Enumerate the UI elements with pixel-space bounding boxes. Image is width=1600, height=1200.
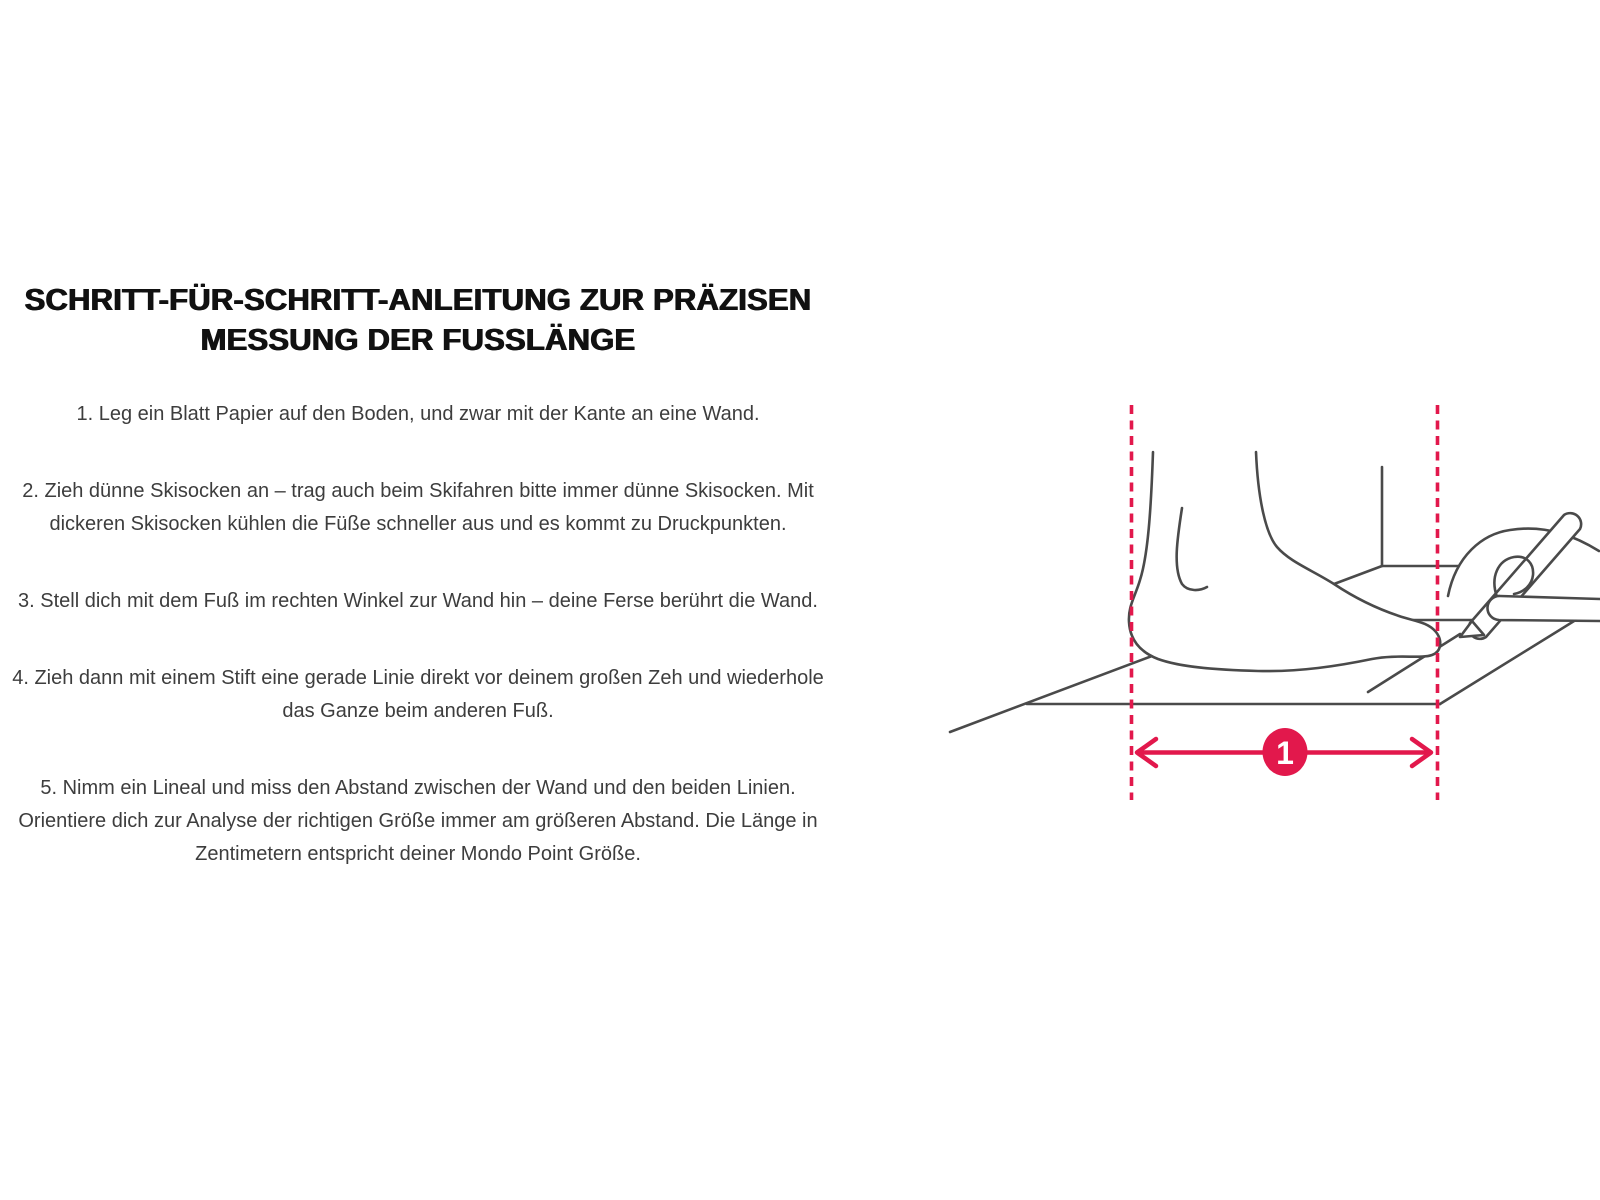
step-4: 4. Zieh dann mit einem Stift eine gerade Linie direkt vor deinem großen Zeh und wiederhole das Ganze beim anderen Fuß. xyxy=(12,667,824,722)
instructions-column xyxy=(0,280,836,915)
measurement-arrow-icon xyxy=(1137,728,1431,776)
step-3: 3. Stell dich mit dem Fuß im rechten Winkel zur Wand hin – deine Ferse berührt die Wand. xyxy=(18,590,818,612)
page-title-line-2: MESSUNG DER FUSSLÄNGE xyxy=(200,322,636,357)
thumb-line xyxy=(1487,596,1600,621)
step-2: 2. Zieh dünne Skisocken an – trag auch beim Skifahren bitte immer dünne Skisocken. Mit dickeren Skisocken kühlen die Füße schneller aus und es kommt zu Druckpunkten. xyxy=(22,480,814,535)
step-1: 1. Leg ein Blatt Papier auf den Boden, und zwar mit der Kante an eine Wand. xyxy=(76,403,760,425)
page-title-line-1: SCHRITT-FÜR-SCHRITT-ANLEITUNG ZUR PRÄZISEN xyxy=(24,282,812,317)
page-title xyxy=(0,280,836,360)
step-5: 5. Nimm ein Lineal und miss den Abstand zwischen der Wand und den beiden Linien. Orientiere dich zur Analyse der richtigen Größe immer am größeren Abstand. Die Länge in Zentimetern entspricht deiner Mondo Point Größe. xyxy=(18,777,818,865)
step-number-badge-label: 1 xyxy=(1276,735,1294,771)
foot-side-view-icon xyxy=(1129,452,1440,671)
foot-measurement-illustration xyxy=(900,390,1600,810)
